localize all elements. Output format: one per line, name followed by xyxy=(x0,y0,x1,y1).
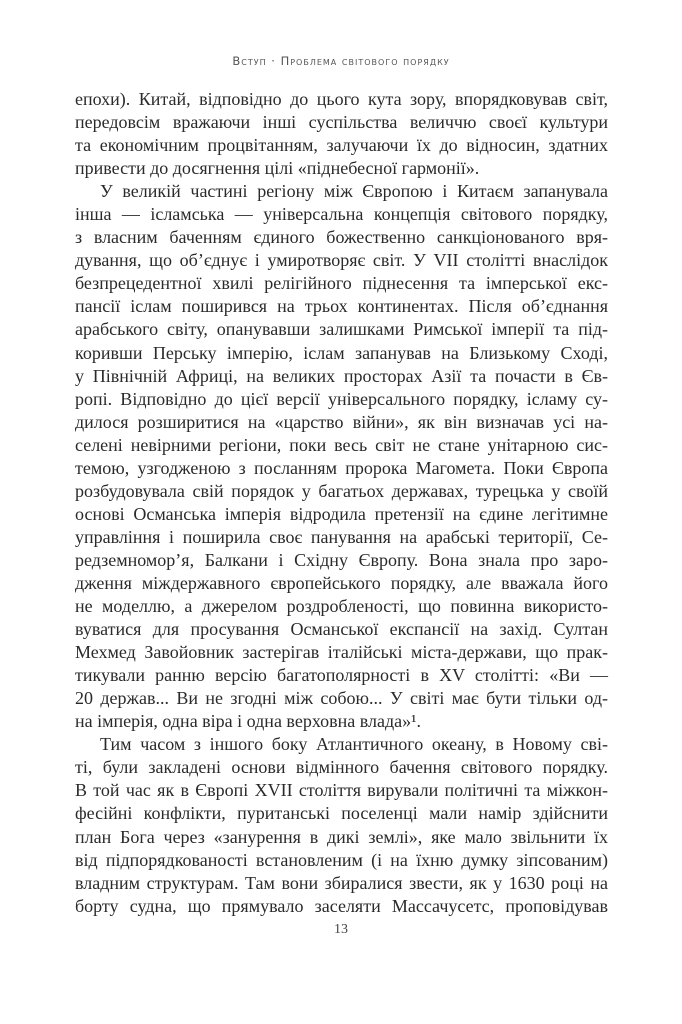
text-line: В той час як в Європі XVII століття вирували політичні та міжкон- xyxy=(75,780,608,801)
text-line: владним структурам. Там вони збиралися звести, як у 1630 році на xyxy=(75,872,608,893)
text-line: редземномор’я, Балкани і Східну Європу. Вона знала про заро- xyxy=(75,549,608,570)
text-line: 20 держав... Ви не згодні між собою... У світі має бути тільки од- xyxy=(75,688,608,709)
text-line: інша — ісламська — універсальна концепція світового порядку, xyxy=(75,204,608,225)
text-line: коривши Перську імперію, іслам запанував на Близькому Сході, xyxy=(75,342,608,363)
text-line: ропі. Відповідно до цієї версії універсального порядку, ісламу су- xyxy=(75,388,608,409)
running-header: Вступ · Проблема світового порядку xyxy=(232,54,450,68)
text-line: дження міждержавного європейського порядку, але вважала його xyxy=(75,572,608,593)
text-line: з власним баченням єдиного божественно санкціонованого вря- xyxy=(75,227,608,248)
text-line: Тим часом з іншого боку Атлантичного океану, в Новому сві- xyxy=(100,734,608,755)
page-body xyxy=(75,88,608,918)
text-line: дилося розширитися на «царство війни», як він визначав усі на- xyxy=(75,411,608,432)
text-line: дування, що об’єднує і умиротворяє світ. У VII столітті внаслідок xyxy=(75,250,608,271)
text-line: У великій частині регіону між Європою і Китаєм запанувала xyxy=(100,181,608,202)
text-line: вуватися для просування Османської експансії на захід. Султан xyxy=(75,619,608,640)
text-line: основі Османська імперія відродила претензії на єдине легітимне xyxy=(75,503,608,524)
text-line: та економічним процвітанням, залучаючи їх до відносин, здатних xyxy=(75,135,608,156)
text-line: борту судна, що прямувало заселяти Массачусетс, проповідував xyxy=(75,895,608,916)
text-line: безпрецедентної хвилі релігійного піднесення та імперської екс- xyxy=(75,273,608,294)
text-line: управління і поширила своє панування на арабські території, Се- xyxy=(75,526,608,547)
text-line: не моделлю, а джерелом роздробленості, що повинна використо- xyxy=(75,596,608,617)
text-line: епохи). Китай, відповідно до цього кута зору, впорядковував світ, xyxy=(75,89,608,109)
text-line: ті, були закладені основи відмінного бачення світового порядку. xyxy=(75,757,608,778)
text-line: на імперія, одна віра і одна верховна влада»¹. xyxy=(75,711,422,732)
text-line: розбудовувала свій порядок у багатьох державах, турецька у своїй xyxy=(75,480,608,501)
text-line: пансії іслам поширився на трьох континентах. Після об’єднання xyxy=(75,296,608,317)
page-number: 13 xyxy=(334,922,348,937)
text-line: передовсім вражаючи інші суспільства величчю своєї культури xyxy=(75,112,608,133)
text-line: темою, узгодженою з посланням пророка Магомета. Поки Європа xyxy=(75,457,608,478)
text-line: тикували ранню версію багатополярності в XV столітті: «Ви — xyxy=(75,665,608,686)
text-line: Мехмед Завойовник застерігав італійські міста-держави, що прак- xyxy=(75,642,608,663)
text-line: план Бога через «занурення в дикі землі», яке мало звільнити їх xyxy=(75,826,608,847)
text-line: від підпорядкованості встановленим (і на їхню думку зіпсованим) xyxy=(75,849,608,870)
text-line: фесійні конфлікти, пуританські поселенці мали намір здійснити xyxy=(75,803,608,824)
text-line: привести до досягнення цілі «піднебесної гармонії». xyxy=(75,158,480,179)
text-line: у Північній Африці, на великих просторах Азії та почасти в Єв- xyxy=(75,365,608,386)
text-line: селені невірними регіони, поки весь світ не стане унітарною сис- xyxy=(75,434,608,455)
text-line: арабського світу, опанувавши залишками Римської імперії та під- xyxy=(75,319,608,340)
